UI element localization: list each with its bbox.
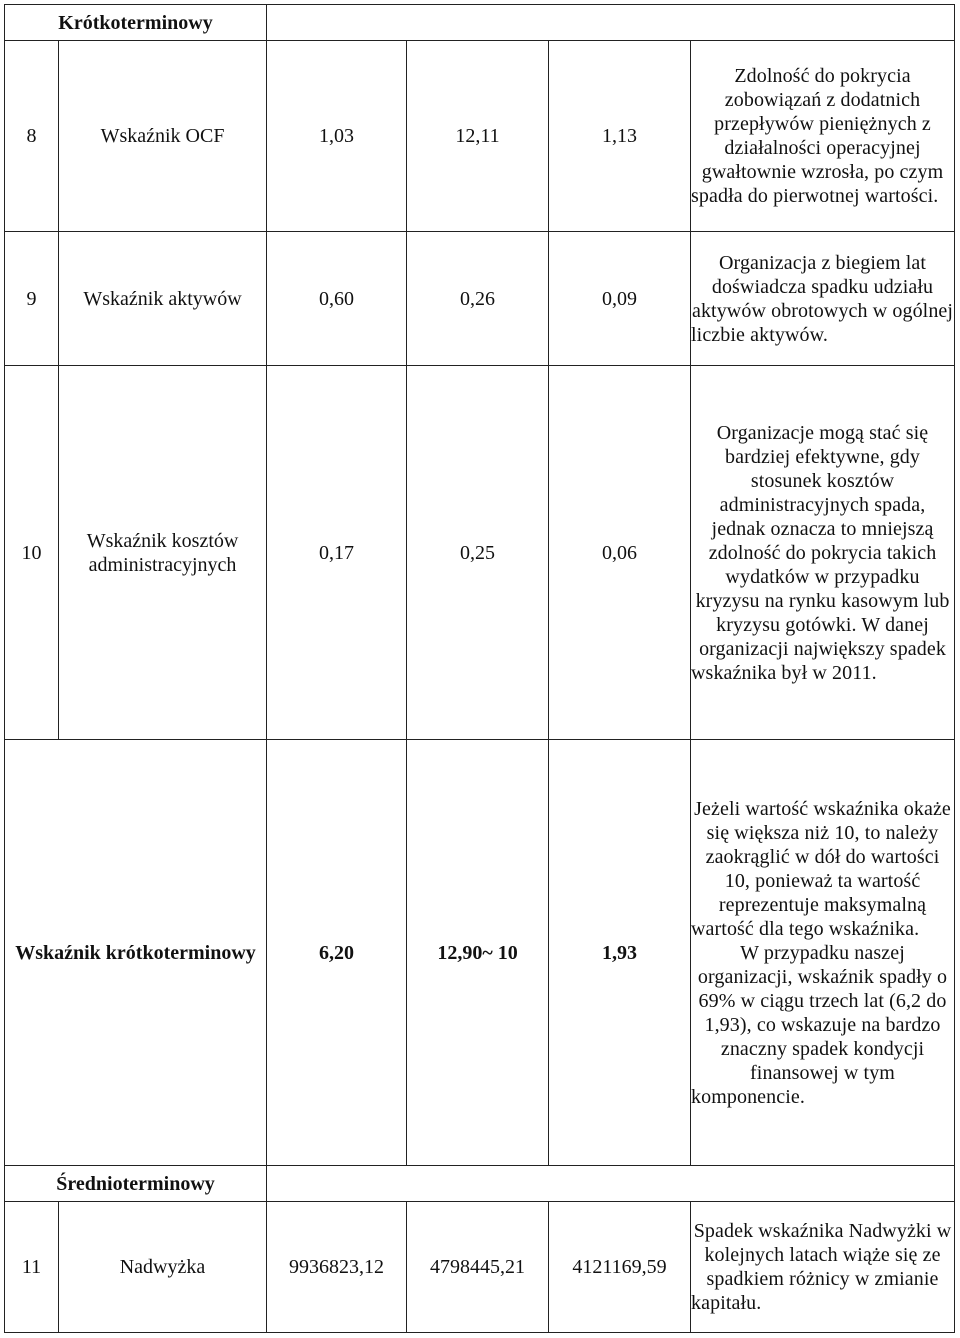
table-row <box>5 1202 955 1333</box>
value-year-3: 0,06 <box>549 366 691 740</box>
value-year-1: 1,03 <box>267 41 407 232</box>
section-label-short-term: Krótkoterminowy <box>5 5 267 41</box>
value-year-1: 0,60 <box>267 232 407 366</box>
summary-value-year-2: 12,90~ 10 <box>407 740 549 1166</box>
indicator-name: Wskaźnik kosztów administracyjnych <box>59 366 267 740</box>
indicator-description: Organizacje mogą stać się bardziej efektywne, gdy stosunek kosztów administracyjnych spada, jednak oznacza to mniejszą zdolność do pokrycia takich wydatków w przypadku kryzysu na rynku kasowym lub kryzysu gotówki. W danej organizacji największy spadek wskaźnika był w 2011. <box>691 366 955 740</box>
indicator-description: Zdolność do pokrycia zobowiązań z dodatnich przepływów pieniężnych z działalności operacyjnej gwałtownie wzrosła, po czym spadła do pierwotnej wartości. <box>691 41 955 232</box>
indicator-description: Spadek wskaźnika Nadwyżki w kolejnych latach wiąże się ze spadkiem różnicy w zmianie kapitału. <box>691 1202 955 1333</box>
row-number: 11 <box>5 1202 59 1333</box>
row-number: 8 <box>5 41 59 232</box>
section-empty-cell <box>267 1166 955 1202</box>
value-year-2: 0,25 <box>407 366 549 740</box>
summary-value-year-3: 1,93 <box>549 740 691 1166</box>
value-year-3: 4121169,59 <box>549 1202 691 1333</box>
row-number: 10 <box>5 366 59 740</box>
summary-description-paragraph-1: Jeżeli wartość wskaźnika okaże się większa niż 10, to należy zaokrąglić w dół do wartości 10, ponieważ ta wartość reprezentuje maksymalną wartość dla tego wskaźnika. <box>691 797 951 940</box>
value-year-3: 0,09 <box>549 232 691 366</box>
indicator-description: Organizacja z biegiem lat doświadcza spadku udziału aktywów obrotowych w ogólnej liczbie aktywów. <box>691 232 955 366</box>
summary-value-year-1: 6,20 <box>267 740 407 1166</box>
section-row-mid-term <box>5 1166 955 1202</box>
summary-description-paragraph-2: W przypadku naszej organizacji, wskaźnik spadły o 69% w ciągu trzech lat (6,2 do 1,93), co wskazuje na bardzo znaczny spadek kondycji finansowej w tym komponencie. <box>691 941 948 1108</box>
table-row <box>5 232 955 366</box>
table-row <box>5 41 955 232</box>
summary-row <box>5 740 955 1166</box>
indicator-name: Nadwyżka <box>59 1202 267 1333</box>
value-year-2: 4798445,21 <box>407 1202 549 1333</box>
indicator-name: Wskaźnik aktywów <box>59 232 267 366</box>
value-year-1: 9936823,12 <box>267 1202 407 1333</box>
summary-indicator-name: Wskaźnik krótkoterminowy <box>5 740 267 1166</box>
row-number: 9 <box>5 232 59 366</box>
value-year-2: 12,11 <box>407 41 549 232</box>
value-year-2: 0,26 <box>407 232 549 366</box>
table-row <box>5 366 955 740</box>
section-label-mid-term: Średnioterminowy <box>5 1166 267 1202</box>
value-year-1: 0,17 <box>267 366 407 740</box>
summary-description <box>691 740 955 1166</box>
section-empty-cell <box>267 5 955 41</box>
ratio-table <box>4 4 955 1333</box>
indicator-name: Wskaźnik OCF <box>59 41 267 232</box>
value-year-3: 1,13 <box>549 41 691 232</box>
section-row-short-term <box>5 5 955 41</box>
